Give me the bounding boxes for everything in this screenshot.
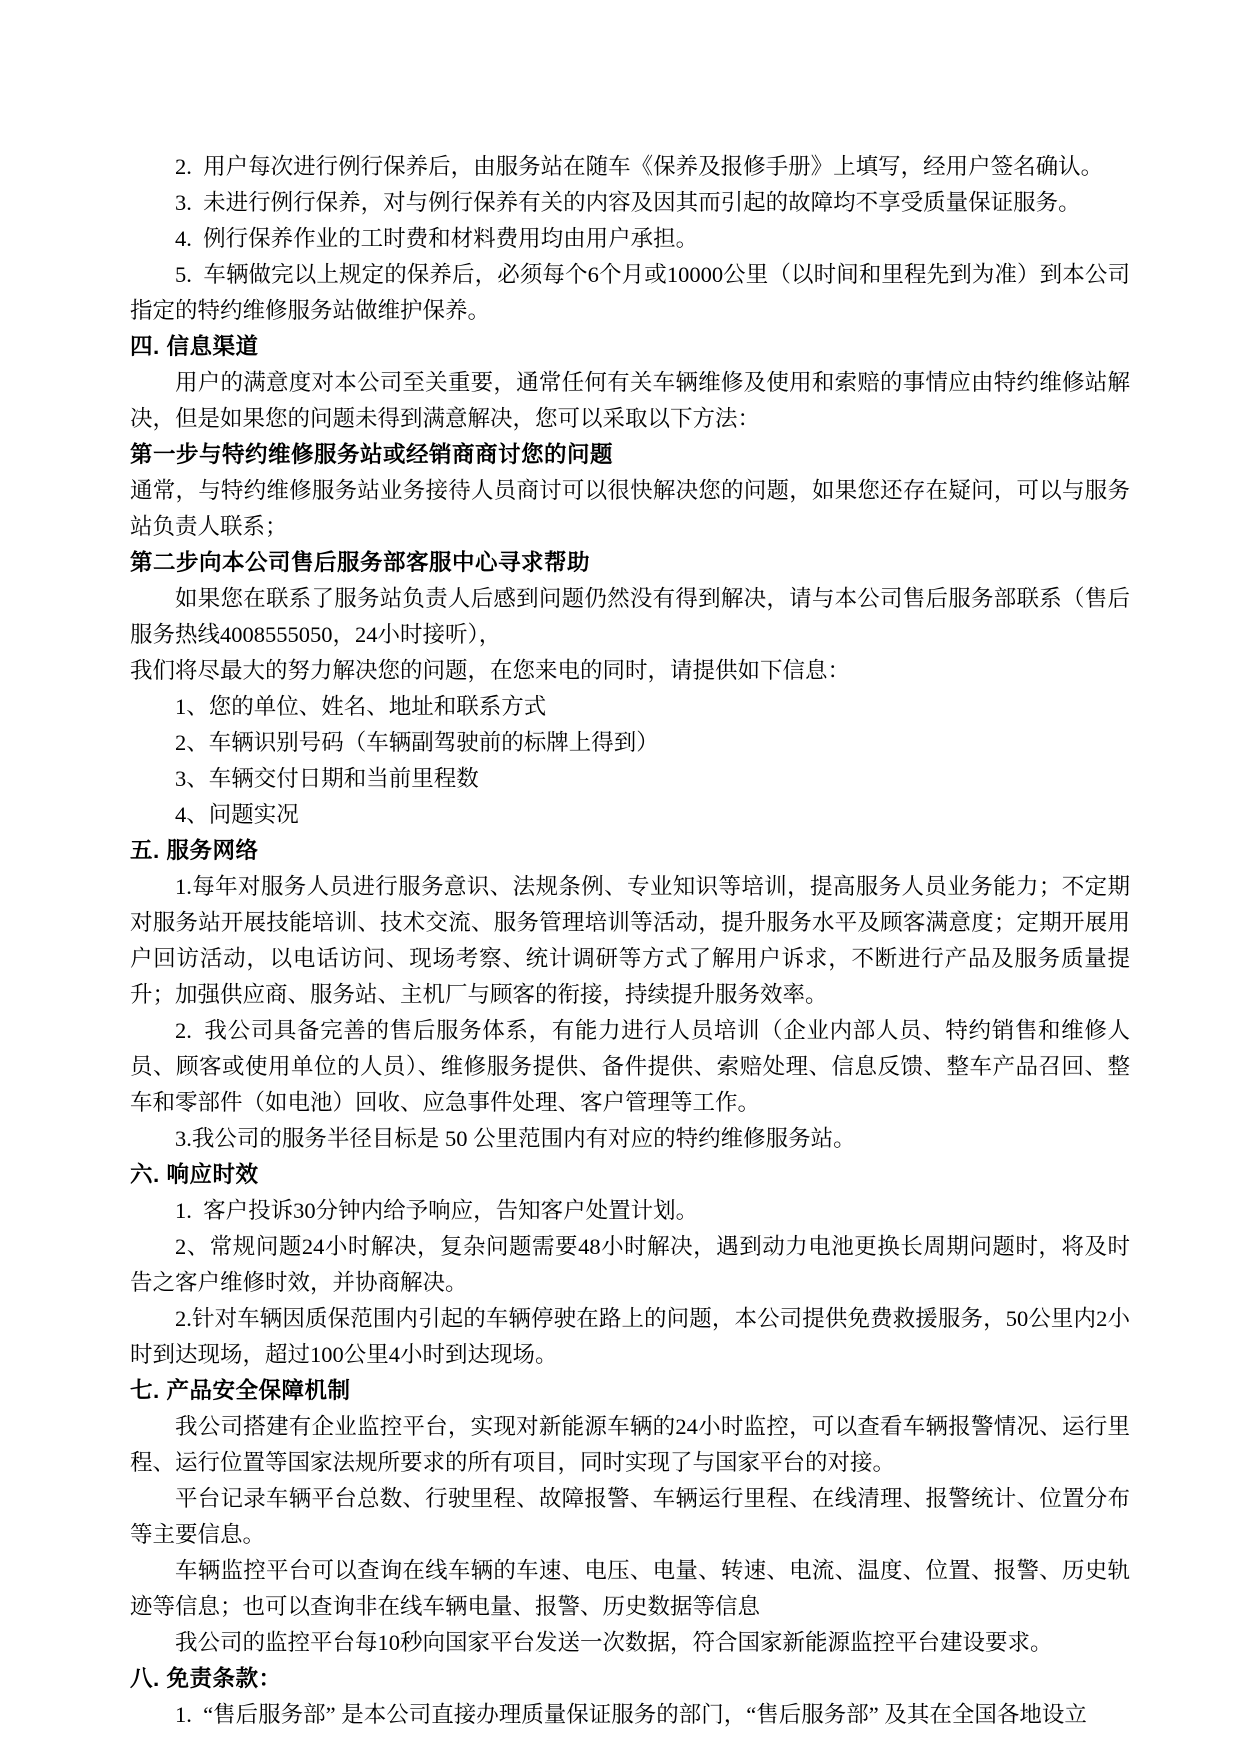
hotline-info-request-paragraph: 我们将尽最大的努力解决您的问题，在您来电的同时，请提供如下信息：: [130, 658, 851, 683]
service-network-item-3: 3.我公司的服务半径目标是 50 公里范围内有对应的特约维修服务站。: [175, 1126, 856, 1151]
service-network-item-2: 2. 我公司具备完善的售后服务体系，有能力进行人员培训（企业内部人员、特约销售和维修人员、顾客或使用单位的人员）、维修服务提供、备件提供、索赔处理、信息反馈、整车产品召回、整车和零部件（如电池）回收、应急事件处理、客户管理等工作。: [130, 1018, 1130, 1115]
section-heading-product-safety: 七. 产品安全保障机制: [130, 1378, 351, 1403]
response-time-item-1: 1. 客户投诉30分钟内给予响应，告知客户处置计划。: [175, 1198, 699, 1223]
document-body: [130, 149, 1130, 1733]
required-info-item-2: 2、车辆识别号码（车辆副驾驶前的标牌上得到）: [175, 730, 659, 755]
platform-query-paragraph: 车辆监控平台可以查询在线车辆的车速、电压、电量、转速、电流、温度、位置、报警、历史轨迹等信息；也可以查询非在线车辆电量、报警、历史数据等信息: [130, 1558, 1130, 1619]
info-channels-intro-paragraph: 用户的满意度对本公司至关重要，通常任何有关车辆维修及使用和索赔的事情应由特约维修站解决，但是如果您的问题未得到满意解决，您可以采取以下方法：: [130, 370, 1130, 431]
maintenance-rule-item-5: 5. 车辆做完以上规定的保养后，必须每个6个月或10000公里（以时间和里程先到为准）到本公司指定的特约维修服务站做维护保养。: [130, 262, 1130, 323]
national-platform-paragraph: 我公司的监控平台每10秒向国家平台发送一次数据，符合国家新能源监控平台建设要求。: [175, 1630, 1053, 1655]
service-network-item-1: 1.每年对服务人员进行服务意识、法规条例、专业知识等培训，提高服务人员业务能力；不定期对服务站开展技能培训、技术交流、服务管理培训等活动，提升服务水平及顾客满意度；定期开展用户回访活动，以电话访问、现场考察、统计调研等方式了解用户诉求，不断进行产品及服务质量提升；加强供应商、服务站、主机厂与顾客的衔接，持续提升服务效率。: [130, 874, 1130, 1007]
response-time-item-2: 2、常规问题24小时解决，复杂问题需要48小时解决，遇到动力电池更换长周期问题时，将及时告之客户维修时效，并协商解决。: [130, 1234, 1130, 1295]
maintenance-rule-item-2: 2. 用户每次进行例行保养后，由服务站在随车《保养及报修手册》上填写，经用户签名确认。: [175, 154, 1104, 179]
required-info-item-3: 3、车辆交付日期和当前里程数: [175, 766, 479, 791]
monitoring-platform-paragraph: 我公司搭建有企业监控平台，实现对新能源车辆的24小时监控，可以查看车辆报警情况、运行里程、运行位置等国家法规所要求的所有项目，同时实现了与国家平台的对接。: [130, 1414, 1130, 1475]
section-heading-info-channels: 四. 信息渠道: [130, 334, 259, 359]
step-2-heading: 第二步向本公司售后服务部客服中心寻求帮助: [130, 550, 591, 575]
maintenance-rule-item-3: 3. 未进行例行保养，对与例行保养有关的内容及因其而引起的故障均不享受质量保证服务。: [175, 190, 1081, 215]
section-heading-response-time: 六. 响应时效: [130, 1162, 259, 1187]
required-info-item-4: 4、问题实况: [175, 802, 299, 827]
maintenance-rule-item-4: 4. 例行保养作业的工时费和材料费用均由用户承担。: [175, 226, 699, 251]
step-1-paragraph: 通常，与特约维修服务站业务接待人员商讨可以很快解决您的问题，如果您还存在疑问，可以与服务站负责人联系；: [130, 478, 1130, 539]
response-time-rescue-item: 2.针对车辆因质保范围内引起的车辆停驶在路上的问题，本公司提供免费救援服务，50公里内2小时到达现场，超过100公里4小时到达现场。: [130, 1306, 1130, 1367]
platform-records-paragraph: 平台记录车辆平台总数、行驶里程、故障报警、车辆运行里程、在线清理、报警统计、位置分布等主要信息。: [130, 1486, 1130, 1547]
section-heading-disclaimer: 八. 免责条款：: [130, 1666, 282, 1691]
disclaimer-item-1: 1. “售后服务部” 是本公司直接办理质量保证服务的部门，“售后服务部” 及其在全国各地设立: [175, 1702, 1087, 1727]
step-1-heading: 第一步与特约维修服务站或经销商商讨您的问题: [130, 442, 614, 467]
required-info-item-1: 1、您的单位、姓名、地址和联系方式: [175, 694, 547, 719]
step-2-paragraph: 如果您在联系了服务站负责人后感到问题仍然没有得到解决，请与本公司售后服务部联系（售后服务热线4008555050，24小时接听），: [130, 586, 1130, 647]
section-heading-service-network: 五. 服务网络: [130, 838, 259, 863]
